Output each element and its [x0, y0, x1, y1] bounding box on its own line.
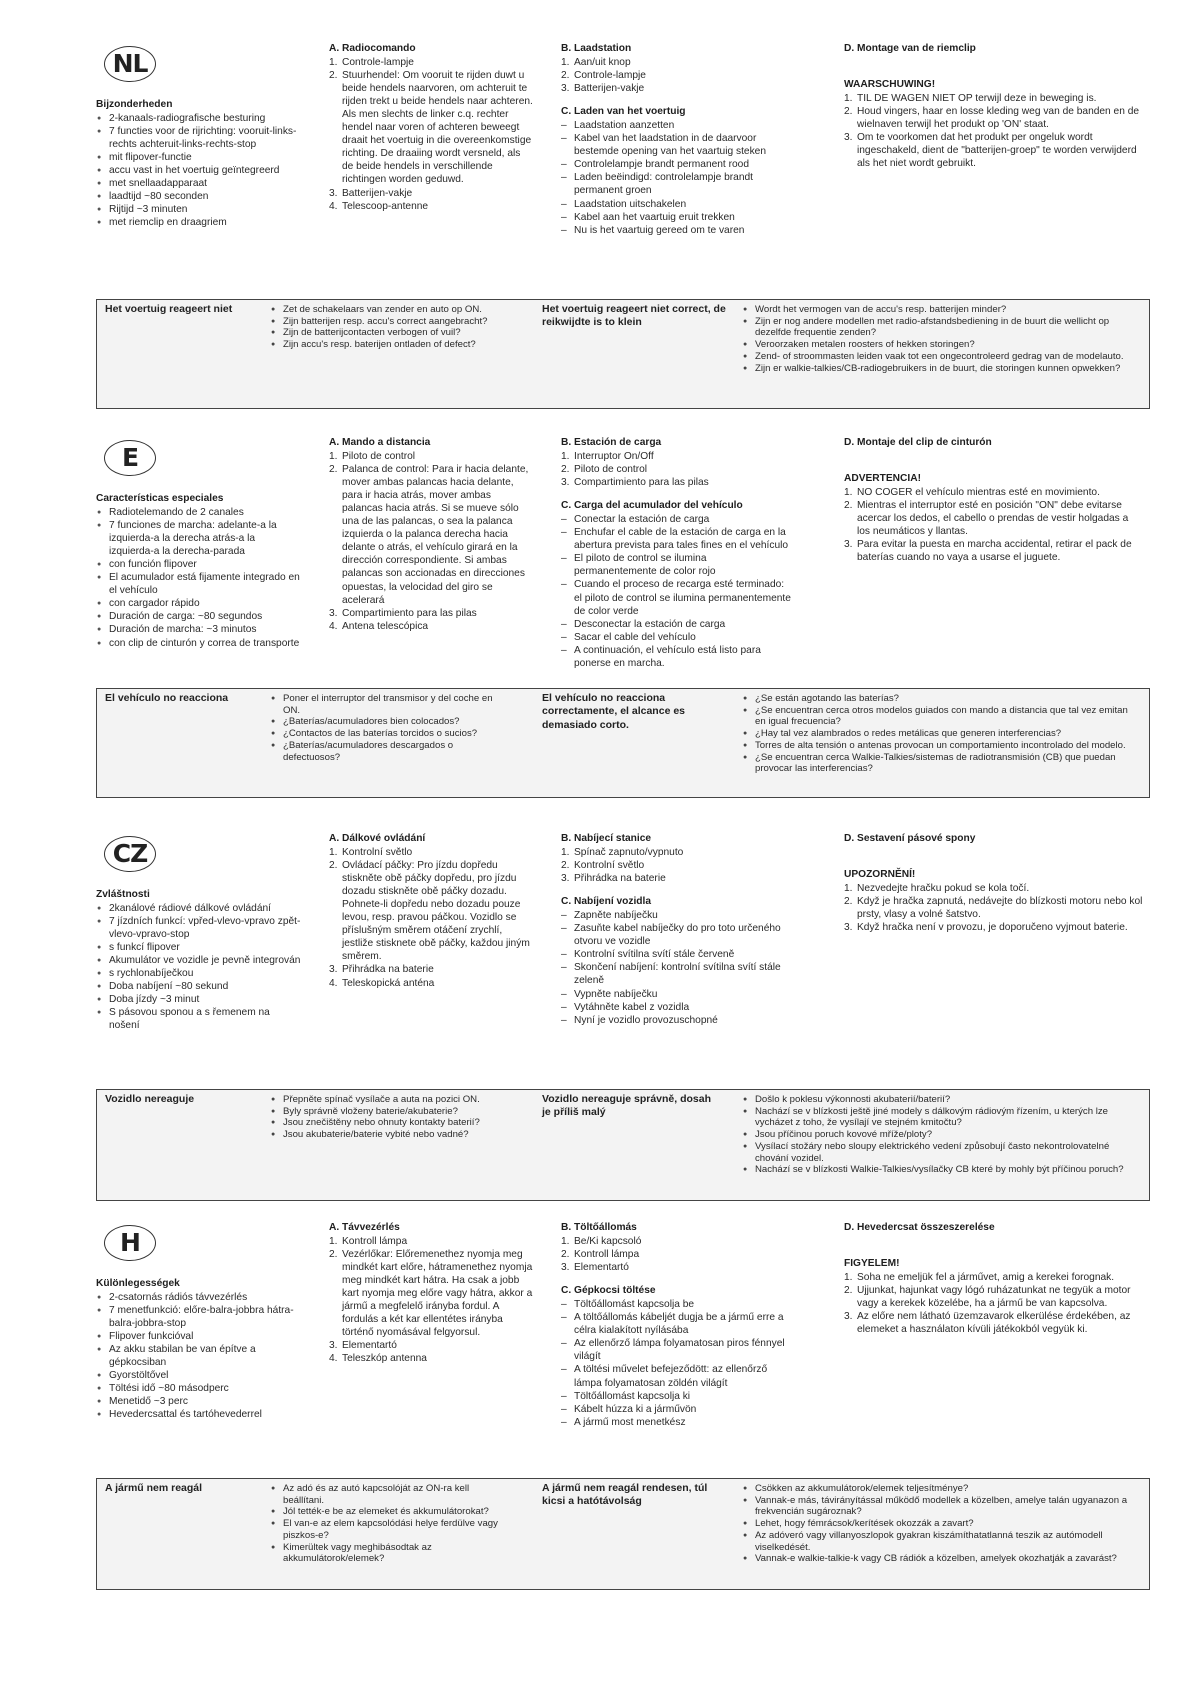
list-item: 4. Telescoop-antenne	[329, 200, 429, 212]
features-title: Zvláštnosti	[96, 889, 150, 900]
list-item: ● ¿Baterías/acumuladores descargados o defectuosos?	[271, 740, 511, 763]
list-item: 1. Controle-lampje	[329, 57, 414, 69]
feature-item: ● Duración de carga: ~80 segundos	[96, 610, 301, 623]
list-item: ● Zijn accu's resp. baterijen ontladen of defect?	[271, 339, 511, 351]
list-item: 2. Houd vingers, haar en losse kleding weg van de banden en de wielnaven terwijl het produkt op 'ON' staat.	[844, 106, 1140, 131]
list-item: ● ¿Contactos de las baterías torcidos o sucios?	[271, 728, 511, 740]
list-item: – Töltőállomást kapcsolja ki	[561, 1390, 791, 1403]
list-item: – Töltőállomást kapcsolja be	[561, 1298, 791, 1311]
list-item: 1. TIL DE WAGEN NIET OP terwijl deze in beweging is.	[844, 93, 1097, 105]
feature-item: ● Duración de marcha: ~3 minutos	[96, 623, 301, 636]
list-item: 3. Compartimiento para las pilas	[329, 607, 477, 619]
list-item: – A continuación, el vehículo está listo para ponerse en marcha.	[561, 644, 791, 670]
list-item: 2. Controle-lampje	[561, 70, 646, 82]
list-item: ● Zijn de batterijcontacten verbogen of vuil?	[271, 327, 511, 339]
feature-item: ● Töltési idő ~80 másodperc	[96, 1382, 301, 1395]
list-item: ● Vannak-e walkie-talkie-k vagy CB rádiók a közelben, amelyek okozhatják a zavarást?	[743, 1553, 1138, 1565]
trouble-title-2: Vozidlo nereaguje správně, dosah je příliš malý	[542, 1093, 712, 1119]
list-item: 1. Piloto de control	[329, 451, 416, 463]
section-a-title: A. Dálkové ovládání	[329, 833, 426, 844]
features-column	[96, 888, 301, 1033]
feature-item: ● Doba jízdy ~3 minut	[96, 993, 301, 1006]
trouble-title-1: A jármű nem reagál	[105, 1482, 203, 1494]
section-c-title: C. Carga del acumulador del vehículo	[561, 500, 743, 512]
list-item: 2. Vezérlőkar: Előremenethez nyomja meg mindkét kart előre, hátramenethez nyomja meg mindkét kart hátra. Ha csak a jobb kart nyomja meg előre vagy hátra, akkor a jármű a megfelelő irányba fordul. A fordulás a két kar ellentétes irányba történő nyomásával felgyorsul.	[329, 1249, 533, 1339]
list-item: ● Jsou znečištěny nebo ohnuty kontakty baterií?	[271, 1117, 511, 1129]
feature-item: ● 2-csatornás rádiós távvezérlés	[96, 1291, 301, 1304]
list-item: ● Vannak-e más, távirányítással működő modellek a közelben, amelye talán ugyanazon a frekvencián sugároznak?	[743, 1495, 1138, 1518]
list-item: ● ¿Hay tal vez alambrados o redes metálicas que generen interferencias?	[743, 728, 1138, 740]
section-a-title: A. Radiocomando	[329, 43, 416, 54]
list-item: ● Zet de schakelaars van zender en auto op ON.	[271, 304, 511, 316]
list-item: ● Vysílací stožáry nebo sloupy elektrického vedení způsobují často nekontrolovatelné chování vozidel.	[743, 1141, 1138, 1164]
list-item: – Laden beëindigd: controlelampje brandt permanent groen	[561, 171, 791, 197]
warning-column	[844, 1221, 1144, 1336]
list-item: ● El van-e az elem kapcsolódási helye ferdülve vagy piszkos-e?	[271, 1518, 511, 1541]
section-c-title: C. Nabíjení vozidla	[561, 896, 652, 908]
list-item: 1. Be/Ki kapcsoló	[561, 1236, 642, 1248]
warning-column	[844, 436, 1144, 564]
feature-item: ● Hevedercsattal és tartóhevederrel	[96, 1408, 301, 1421]
warning-title: FIGYELEM!	[844, 1258, 900, 1270]
remote-control-column	[329, 436, 534, 633]
trouble-list-1	[271, 1483, 511, 1565]
list-item: 4. Teleszkóp antenna	[329, 1353, 427, 1365]
charging-column	[561, 436, 791, 670]
list-item: – Vypněte nabíječku	[561, 988, 791, 1001]
list-item: – Zapněte nabíječku	[561, 909, 791, 922]
list-item: 1. Kontroll lámpa	[329, 1236, 408, 1248]
feature-item: ● 2-kanaals-radiografische besturing	[96, 112, 301, 125]
charging-column	[561, 832, 791, 1027]
language-badge: NL	[104, 46, 156, 82]
list-item: 1. Interruptor On/Off	[561, 451, 654, 463]
list-item: ● Az adó és az autó kapcsolóját az ON-ra kell beállítani.	[271, 1483, 511, 1506]
remote-control-column	[329, 832, 534, 990]
feature-item: ● Akumulátor ve vozidle je pevně integrován	[96, 954, 301, 967]
feature-item: ● Flipover funkcióval	[96, 1330, 301, 1343]
list-item: 3. Když hračka není v provozu, je doporučeno vyjmout baterie.	[844, 922, 1128, 934]
trouble-list-1	[271, 1094, 511, 1141]
remote-control-column	[329, 42, 534, 213]
list-item: 2. Když je hračka zapnutá, nedávejte do blízkosti motoru nebo kol prsty, vlasy a volné šatstvo.	[844, 896, 1143, 921]
list-item: ● Zijn er nog andere modellen met radio-afstandsbediening in de buurt die wellicht op dezelfde frequentie zenden?	[743, 316, 1138, 339]
list-item: ● Zend- of stroommasten leiden vaak tot een ongecontroleerd gedrag van de modelauto.	[743, 351, 1138, 363]
feature-item: ● S pásovou sponou a s řemenem na nošení	[96, 1006, 301, 1032]
trouble-list-2	[743, 1094, 1138, 1176]
feature-item: ● 7 jízdních funkcí: vpřed-vlevo-vpravo zpět-vlevo-vpravo-stop	[96, 915, 301, 941]
trouble-title-2: Het voertuig reageert niet correct, de reikwijdte is to klein	[542, 303, 726, 329]
feature-item: ● 7 menetfunkció: előre-balra-jobbra hátra-balra-jobbra-stop	[96, 1304, 301, 1330]
features-title: Bijzonderheden	[96, 99, 173, 110]
list-item: ● ¿Se encuentran cerca Walkie-Talkies/sistemas de radiotransmisión (CB) que puedan provocar las interferencias?	[743, 752, 1138, 775]
list-item: – A töltőállomás kábeljét dugja be a jármű erre a célra kialakított nyílásába	[561, 1311, 791, 1337]
features-title: Különlegességek	[96, 1278, 180, 1289]
trouble-list-1	[271, 304, 511, 351]
language-badge: H	[104, 1225, 156, 1261]
list-item: – El piloto de control se ilumina permanentemente de color rojo	[561, 552, 791, 578]
list-item: – A jármű most menetkész	[561, 1416, 791, 1429]
section-b-title: B. Töltőállomás	[561, 1222, 637, 1233]
feature-item: ● laadtijd ~80 seconden	[96, 190, 301, 203]
language-badge: E	[104, 440, 156, 476]
list-item: – A töltési művelet befejeződött: az ellenőrző lámpa folyamatosan zöldén világít	[561, 1363, 791, 1389]
list-item: 2. Kontroll lámpa	[561, 1249, 640, 1261]
list-item: 2. Ovládací páčky: Pro jízdu dopředu stiskněte obě páčky dopředu, pro jízdu dozadu stiskněte obě páčky dozadu. Pohnete-li dopředu nebo dozadu pouze levou, resp. pravou páčkou. Vozidlo se příslušným směrem otáčení zrychlí, jestliže stisknete obě páčky, každou jiným směrem.	[329, 860, 530, 963]
section-d-title: D. Montaje del clip de cinturón	[844, 437, 992, 448]
features-column	[96, 492, 301, 650]
feature-item: ● con clip de cinturón y correa de transporte	[96, 637, 301, 650]
feature-item: ● El acumulador está fijamente integrado en el vehículo	[96, 571, 301, 597]
feature-item: ● con cargador rápido	[96, 597, 301, 610]
list-item: 3. Batterijen-vakje	[561, 83, 645, 95]
list-item: – Desconectar la estación de carga	[561, 618, 791, 631]
list-item: – Zasuňte kabel nabíječky do pro toto určeného otvoru ve vozidle	[561, 922, 791, 948]
language-badge: CZ	[104, 836, 156, 872]
troubleshooting-box	[96, 688, 1150, 798]
list-item: 3. Om te voorkomen dat het produkt per ongeluk wordt ingeschakeld, dient de "batterijen-groep" te worden verwijderd als het niet wordt gebruikt.	[844, 132, 1137, 170]
feature-item: ● Rijtijd ~3 minuten	[96, 203, 301, 216]
list-item: ● Kimerültek vagy meghibásodtak az akkumulátorok/elemek?	[271, 1542, 511, 1565]
section-c-title: C. Gépkocsi töltése	[561, 1285, 656, 1297]
list-item: – Skončení nabíjení: kontrolní svítilna svítí stále zeleně	[561, 961, 791, 987]
section-a-title: A. Mando a distancia	[329, 437, 431, 448]
list-item: ● Az adóveró vagy villanyoszlopok gyakran kiszámíthatatlanná teszik az autómodell viselkedését.	[743, 1530, 1138, 1553]
trouble-title-1: El vehículo no reacciona	[105, 692, 229, 704]
feature-item: ● mit flipover-functie	[96, 151, 301, 164]
feature-item: ● met snellaadapparaat	[96, 177, 301, 190]
list-item: 2. Piloto de control	[561, 464, 648, 476]
list-item: ● ¿Se están agotando las baterías?	[743, 693, 1138, 705]
list-item: ● Poner el interruptor del transmisor y del coche en ON.	[271, 693, 511, 716]
list-item: 3. Compartimiento para las pilas	[561, 477, 709, 489]
list-item: ● Wordt het vermogen van de accu's resp. batterijen minder?	[743, 304, 1138, 316]
list-item: 2. Palanca de control: Para ir hacia delante, mover ambas palancas hacia delante, para ir hacia atrás, mover ambas palancas hacia atrás. Si se mueve sólo una de las palancas, o sea la palanca izquierda o la palanca derecha hacia delante o atrás, el vehículo girará en la dirección correspondiente. Si ambas palancas son accionadas en direcciones opuestas, la velocidad del giro se acelerará	[329, 464, 529, 606]
list-item: ● ¿Baterías/acumuladores bien colocados?	[271, 716, 511, 728]
features-column	[96, 1277, 301, 1422]
list-item: ● ¿Se encuentran cerca otros modelos guiados con mando a distancia que tal vez emitan en igual frecuencia?	[743, 705, 1138, 728]
feature-item: ● Gyorstöltővel	[96, 1369, 301, 1382]
feature-item: ● Doba nabíjení ~80 sekund	[96, 980, 301, 993]
troubleshooting-box	[96, 299, 1150, 409]
list-item: ● Jól tették-e be az elemeket és akkumulátorokat?	[271, 1506, 511, 1518]
list-item: – Vytáhněte kabel z vozidla	[561, 1001, 791, 1014]
section-b-title: B. Nabíjecí stanice	[561, 833, 652, 844]
list-item: – Kábelt húzza ki a járművön	[561, 1403, 791, 1416]
feature-item: ● 2kanálové rádiové dálkové ovládání	[96, 902, 301, 915]
trouble-title-1: Vozidlo nereaguje	[105, 1093, 195, 1105]
list-item: 1. Spínač zapnuto/vypnuto	[561, 847, 684, 859]
feature-item: ● 7 functies voor de rijrichting: vooruit-links-rechts achteruit-links-rechts-stop	[96, 125, 301, 151]
warning-title: UPOZORNĚNÍ!	[844, 869, 916, 881]
list-item: ● Jsou akubaterie/baterie vybité nebo vadné?	[271, 1129, 511, 1141]
list-item: ● Zijn batterijen resp. accu's correct aangebracht?	[271, 316, 511, 328]
list-item: 3. Přihrádka na baterie	[329, 964, 434, 976]
warning-title: WAARSCHUWING!	[844, 79, 936, 91]
list-item: ● Nachází se v blízkosti Walkie-Talkies/vysílačky CB které by mohly být příčinou poruch?	[743, 1164, 1138, 1176]
section-d-title: D. Montage van de riemclip	[844, 43, 976, 54]
trouble-list-2	[743, 693, 1138, 775]
section-b-title: B. Laadstation	[561, 43, 632, 54]
list-item: 4. Antena telescópica	[329, 620, 429, 632]
warning-column	[844, 832, 1144, 934]
list-item: 3. Přihrádka na baterie	[561, 873, 666, 885]
feature-item: ● met riemclip en draagriem	[96, 216, 301, 229]
list-item: ● Lehet, hogy fémrácsok/kerítések okozzák a zavart?	[743, 1518, 1138, 1530]
list-item: – Enchufar el cable de la estación de carga en la abertura prevista para tales fines en el vehículo	[561, 526, 791, 552]
trouble-list-1	[271, 693, 511, 763]
list-item: 3. Az előre nem látható üzemzavarok elkerülése érdekében, az elemeket a használaton kívüli játékokból vegyük ki.	[844, 1311, 1131, 1336]
feature-item: ● con función flipover	[96, 558, 301, 571]
list-item: – Controlelampje brandt permanent rood	[561, 158, 791, 171]
list-item: 3. Elementartó	[329, 1340, 397, 1352]
charging-column	[561, 42, 791, 237]
section-b-title: B. Estación de carga	[561, 437, 662, 448]
list-item: 1. NO COGER el vehículo mientras esté en movimiento.	[844, 487, 1100, 499]
feature-item: ● accu vast in het voertuig geïntegreerd	[96, 164, 301, 177]
list-item: ● Jsou příčinou poruch kovové mříže/ploty?	[743, 1129, 1138, 1141]
list-item: – Nu is het vaartuig gereed om te varen	[561, 224, 791, 237]
trouble-title-2: El vehículo no reacciona correctamente, el alcance es demasiado corto.	[542, 692, 686, 731]
list-item: 3. Para evitar la puesta en marcha accidental, retirar el pack de baterías cuando no vaya a usarse el juguete.	[844, 539, 1132, 564]
list-item: ● Zijn er walkie-talkies/CB-radiogebruikers in de buurt, die storingen kunnen opwekken?	[743, 363, 1138, 375]
list-item: 3. Batterijen-vakje	[329, 187, 413, 199]
section-d-title: D. Hevedercsat összeszerelése	[844, 1222, 995, 1233]
list-item: 2. Mientras el interruptor esté en posición "ON" debe evitarse acercar los dedos, el cabello o prendas de vestir holgadas a los neumáticos y llantas.	[844, 500, 1129, 538]
list-item: 1. Kontrolní světlo	[329, 847, 413, 859]
troubleshooting-box	[96, 1089, 1150, 1201]
trouble-title-2: A jármű nem reagál rendesen, túl kicsi a hatótávolság	[542, 1482, 708, 1508]
remote-control-column	[329, 1221, 534, 1366]
list-item: 3. Elementartó	[561, 1262, 629, 1274]
list-item: – Conectar la estación de carga	[561, 513, 791, 526]
list-item: 1. Nezvedejte hračku pokud se kola točí.	[844, 883, 1030, 895]
feature-item: ● Az akku stabilan be van építve a gépkocsiban	[96, 1343, 301, 1369]
list-item: – Az ellenőrző lámpa folyamatosan piros fénnyel világít	[561, 1337, 791, 1363]
section-d-title: D. Sestavení pásové spony	[844, 833, 976, 844]
trouble-list-2	[743, 1483, 1138, 1565]
list-item: – Cuando el proceso de recarga esté terminado: el piloto de control se ilumina permanentemente de color verde	[561, 578, 791, 617]
feature-item: ● s funkcí flipover	[96, 941, 301, 954]
list-item: ● Přepněte spínač vysílače a auta na pozici ON.	[271, 1094, 511, 1106]
list-item: 2. Stuurhendel: Om vooruit te rijden duwt u beide hendels naarvoren, om achteruit te rijden trekt u beide hendels naar achteren. Als men slechts de linker c.q. rechter hendel naar voren of achteren beweegt draait het voertuig in die overeenkomstige richting. De draaiing wordt versneld, als de beide hendels in verschillende richtingen worden geduwd.	[329, 70, 533, 186]
features-column	[96, 98, 301, 229]
list-item: ● Veroorzaken metalen roosters of hekken storingen?	[743, 339, 1138, 351]
list-item: – Kontrolní svítilna svítí stále červeně	[561, 948, 791, 961]
list-item: 2. Ujjunkat, hajunkat vagy lógó ruházatunkat ne tegyük a motor vagy a kerekek közelébe, ha a jármű be van kapcsolva.	[844, 1285, 1131, 1310]
list-item: ● Byly správně vloženy baterie/akubaterie?	[271, 1106, 511, 1118]
trouble-list-2	[743, 304, 1138, 374]
trouble-title-1: Het voertuig reageert niet	[105, 303, 233, 315]
feature-item: ● Menetidő ~3 perc	[96, 1395, 301, 1408]
list-item: ● Došlo k poklesu výkonnosti akubaterií/baterií?	[743, 1094, 1138, 1106]
list-item: ● Nachází se v blízkosti ještě jiné modely s dálkovým rádiovým řízením, u kterých lze vycházet z toho, že vysílají ve stejném kmitočtu?	[743, 1106, 1138, 1129]
troubleshooting-box	[96, 1478, 1150, 1590]
feature-item: ● 7 funciones de marcha: adelante-a la izquierda-a la derecha atrás-a la izquierda-a la derecha-parada	[96, 519, 301, 558]
list-item: – Sacar el cable del vehículo	[561, 631, 791, 644]
charging-column	[561, 1221, 791, 1429]
section-a-title: A. Távvezérlés	[329, 1222, 400, 1233]
warning-column	[844, 42, 1144, 170]
list-item: – Kabel van het laadstation in de daarvoor bestemde opening van het vaartuig steken	[561, 132, 791, 158]
list-item: ● Torres de alta tensión o antenas provocan un comportamiento incontrolado del modelo.	[743, 740, 1138, 752]
feature-item: ● s rychlonabíječkou	[96, 967, 301, 980]
list-item: 4. Teleskopická anténa	[329, 977, 435, 989]
section-c-title: C. Laden van het voertuig	[561, 106, 686, 118]
list-item: – Kabel aan het vaartuig eruit trekken	[561, 211, 791, 224]
list-item: 2. Kontrolní světlo	[561, 860, 645, 872]
list-item: – Laadstation aanzetten	[561, 119, 791, 132]
list-item: – Laadstation uitschakelen	[561, 198, 791, 211]
list-item: ● Csökken az akkumulátorok/elemek teljesítménye?	[743, 1483, 1138, 1495]
feature-item: ● Radiotelemando de 2 canales	[96, 506, 301, 519]
warning-title: ADVERTENCIA!	[844, 473, 921, 485]
list-item: 1. Soha ne emeljük fel a járművet, amig a kerekei forognak.	[844, 1272, 1115, 1284]
features-title: Características especiales	[96, 493, 224, 504]
list-item: 1. Aan/uit knop	[561, 57, 631, 69]
list-item: – Nyní je vozidlo provozuschopné	[561, 1014, 791, 1027]
